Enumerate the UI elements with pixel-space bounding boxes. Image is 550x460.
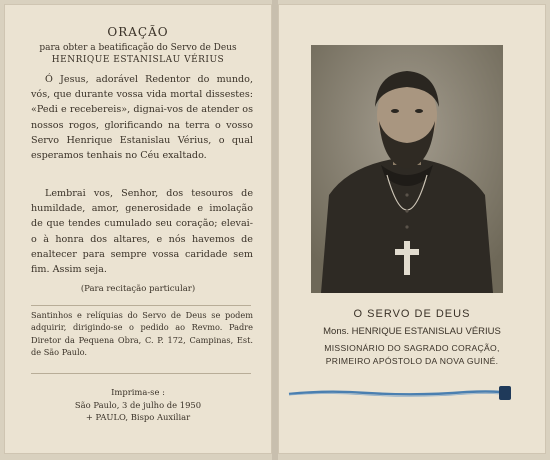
prayer-subtitle: para obter a beatificação do Servo de Deus bbox=[39, 43, 237, 53]
caption-title: O SERVO DE DEUS bbox=[353, 308, 471, 320]
prayer-title: ORAÇÃO bbox=[107, 25, 169, 39]
acquire-info: Santinhos e relíquias do Servo de Deus se podem adquirir, dirigindo-se o pedido ao Revmo. Padre Diretor da Pequena Obra, C. P. 172, Campinas, Est. de São Paulo. bbox=[31, 310, 253, 358]
imprimatur-bishop: + PAULO, Bispo Auxiliar bbox=[85, 412, 191, 422]
prayer-page bbox=[4, 4, 272, 454]
imprimatur-date: São Paulo, 3 de julho de 1950 bbox=[74, 400, 202, 410]
recitation-note: (Para recitação particular) bbox=[80, 284, 196, 294]
blue-ribbon bbox=[287, 380, 527, 404]
caption-line-2: PRIMEIRO APÓSTOLO DA NOVA GUINÉ. bbox=[325, 356, 499, 366]
bishop-portrait-image bbox=[311, 45, 503, 293]
prayer-paragraph-1: Ó Jesus, adorável Redentor do mundo, vós, que durante vossa vida mortal dissestes: «Pedi e recebereis», dignai-vos de atender os nossos rogos, glorificando na terra o vosso Servo Henrique Estanislau Vérius, o qual esperamos tenhais no Céu exaltado. bbox=[31, 74, 253, 162]
divider bbox=[31, 305, 251, 306]
caption-name: Mons. HENRIQUE ESTANISLAU VÉRIUS bbox=[323, 326, 501, 337]
divider bbox=[31, 373, 251, 374]
imprimatur-label: Imprima-se : bbox=[111, 387, 165, 397]
portrait-photo bbox=[311, 45, 503, 293]
prayer-paragraph-2: Lembrai vos, Senhor, dos tesouros de humildade, amor, generosidade e imolação de que tendes cumulado seu coração; elevai-o à honra dos altares, e nós havemos de enaltecer para sempre vossa caridade sem fim. Assim seja. bbox=[31, 188, 253, 276]
portrait-page bbox=[278, 4, 546, 454]
servant-name: HENRIQUE ESTANISLAU VÉRIUS bbox=[51, 55, 225, 65]
caption-line-1: MISSIONÁRIO DO SAGRADO CORAÇÃO, bbox=[324, 343, 500, 353]
